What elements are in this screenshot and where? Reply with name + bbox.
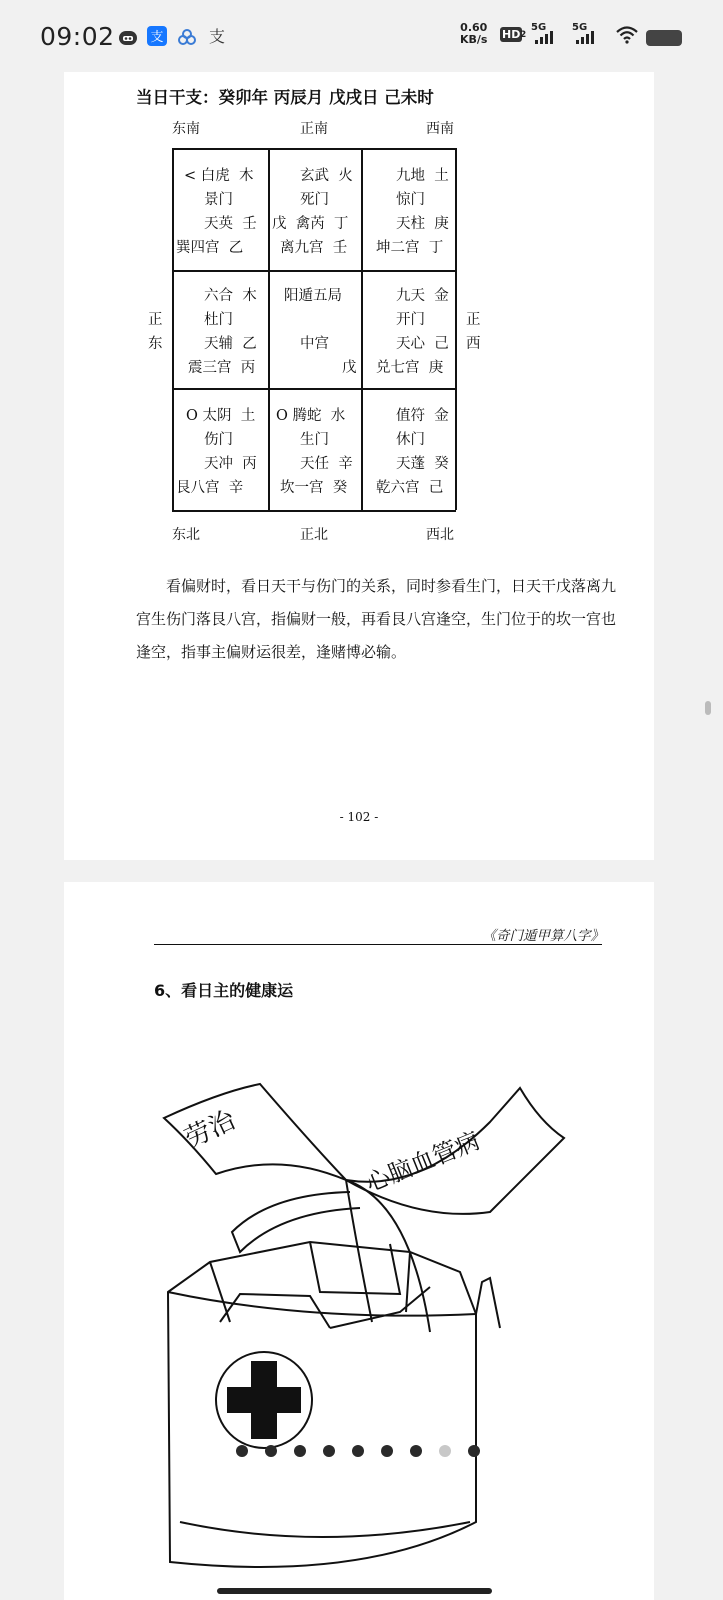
direction-southeast: 东南 <box>172 121 200 137</box>
network-speed-unit: KB/s <box>460 33 488 46</box>
grid-line-bottom <box>172 510 456 512</box>
cell-li-line2: 死门 <box>300 192 329 208</box>
cell-kun-line1: 九地 土 <box>396 168 449 184</box>
cell-xun-line1: < 白虎 木 <box>184 168 254 184</box>
cell-xun-line3: 天英 壬 <box>204 216 257 232</box>
cell-kan-line2: 生门 <box>300 432 329 448</box>
battery-icon <box>646 30 682 46</box>
cell-qian-line2: 休门 <box>396 432 425 448</box>
home-gesture-bar[interactable] <box>217 1588 492 1594</box>
cloud-app-icon <box>177 27 197 47</box>
sim2-label: 5G <box>572 22 588 33</box>
page-dot[interactable] <box>410 1445 422 1457</box>
hd-label: HD <box>502 28 521 41</box>
robot-face-icon <box>118 28 138 46</box>
cell-dui-line3: 天心 己 <box>396 336 449 352</box>
cell-gen-line1: O 太阴 土 <box>186 408 256 424</box>
cell-center-line3: 中宫 <box>300 336 329 352</box>
direction-east-2: 东 <box>148 336 163 352</box>
page-dot[interactable] <box>265 1445 277 1457</box>
grid-line-row1 <box>172 270 456 272</box>
cell-gen-line4: 艮八宫 辛 <box>176 480 244 496</box>
direction-south: 正南 <box>300 121 328 137</box>
cell-qian-line4: 乾六宫 己 <box>376 480 444 496</box>
cell-center-line1: 阳遁五局 <box>284 288 342 304</box>
page-dot[interactable] <box>352 1445 364 1457</box>
hd-sub: 2 <box>520 30 527 40</box>
sim2-signal-icon <box>576 30 594 44</box>
page-dot[interactable] <box>323 1445 335 1457</box>
cell-li-line4: 离九宫 壬 <box>280 240 348 256</box>
book-page-next <box>64 882 654 1600</box>
page-number: - 102 - <box>339 810 379 824</box>
sim1-signal-icon <box>535 30 553 44</box>
grid-line-row2 <box>172 388 456 390</box>
grid-line-col1 <box>268 148 270 510</box>
network-speed <box>460 22 487 46</box>
cell-kun-line4: 坤二宫 丁 <box>376 240 444 256</box>
cell-dui-line2: 开门 <box>396 312 425 328</box>
page-dot[interactable] <box>381 1445 393 1457</box>
hd-voice-badge <box>500 27 522 42</box>
cell-li-line1: 玄武 火 <box>300 168 353 184</box>
banner-left-text: 劳治 <box>180 1105 241 1155</box>
alipay-outline-icon <box>207 26 227 46</box>
grid-line-top <box>172 148 456 150</box>
cell-kan-line4: 坎一宫 癸 <box>280 480 348 496</box>
cell-zhen-line2: 杜门 <box>204 312 233 328</box>
grid-line-col2 <box>361 148 363 510</box>
page-indicator[interactable] <box>236 1445 480 1457</box>
direction-east-1: 正 <box>148 312 163 328</box>
page-title: 当日干支：癸卯年 丙辰月 戊戌日 己未时 <box>136 88 434 107</box>
cell-qian-line1: 值符 金 <box>396 408 449 424</box>
cell-zhen-line4: 震三宫 丙 <box>188 360 256 376</box>
alipay-icon <box>147 26 167 46</box>
direction-southwest: 西南 <box>426 121 454 137</box>
book-page-102 <box>64 72 654 860</box>
wifi-icon <box>616 26 638 44</box>
scroll-indicator[interactable] <box>705 701 711 715</box>
direction-north: 正北 <box>300 527 328 543</box>
direction-west-1: 正 <box>466 312 481 328</box>
cell-gen-line2: 伤门 <box>204 432 233 448</box>
svg-text:支: 支 <box>150 30 164 45</box>
cell-li-line3: 戊 禽芮 丁 <box>272 216 349 232</box>
cell-dui-line4: 兑七宫 庚 <box>376 360 444 376</box>
direction-west-2: 西 <box>466 336 481 352</box>
sim1-label: 5G <box>531 22 547 33</box>
direction-northeast: 东北 <box>172 527 200 543</box>
page-dot[interactable] <box>468 1445 480 1457</box>
header-rule <box>154 944 602 945</box>
cell-kan-line3: 天任 辛 <box>300 456 353 472</box>
page-dot[interactable] <box>439 1445 451 1457</box>
cell-zhen-line1: 六合 木 <box>204 288 257 304</box>
body-paragraph <box>136 570 624 669</box>
page-dot[interactable] <box>294 1445 306 1457</box>
running-header: 《奇门遁甲算八字》 <box>482 928 604 944</box>
cell-kan-line1: O 腾蛇 水 <box>276 408 346 424</box>
svg-text:支: 支 <box>208 27 226 46</box>
direction-northwest: 西北 <box>426 527 454 543</box>
cell-zhen-line3: 天辅 乙 <box>204 336 257 352</box>
grid-line-left <box>172 148 174 510</box>
cell-dui-line1: 九天 金 <box>396 288 449 304</box>
section-title: 6、看日主的健康运 <box>154 981 294 1000</box>
clock-time: 09:02 <box>40 22 115 51</box>
cell-qian-line3: 天蓬 癸 <box>396 456 449 472</box>
grid-line-right <box>455 148 457 510</box>
cell-xun-line2: 景门 <box>204 192 233 208</box>
cell-kun-line3: 天柱 庚 <box>396 216 449 232</box>
status-bar <box>0 0 723 72</box>
medical-kit-illustration <box>160 1082 590 1600</box>
cell-xun-line4: 巽四宫 乙 <box>176 240 244 256</box>
banner-right-text: 心脑血管病 <box>361 1126 484 1198</box>
network-speed-value: 0.60 <box>460 21 488 34</box>
cell-center-line4: 戊 <box>342 360 357 376</box>
cell-kun-line2: 惊门 <box>396 192 425 208</box>
body-paragraph-text: 看偏财时，看日天干与伤门的关系，同时参看生门，日天干戊落离九宫生伤门落艮八宫，指偏财一般，再看艮八宫逢空，生门位于的坎一宫也逢空，指事主偏财运很差，逢赌博必输。 <box>136 577 617 661</box>
page-dot[interactable] <box>236 1445 248 1457</box>
cell-gen-line3: 天冲 丙 <box>204 456 257 472</box>
